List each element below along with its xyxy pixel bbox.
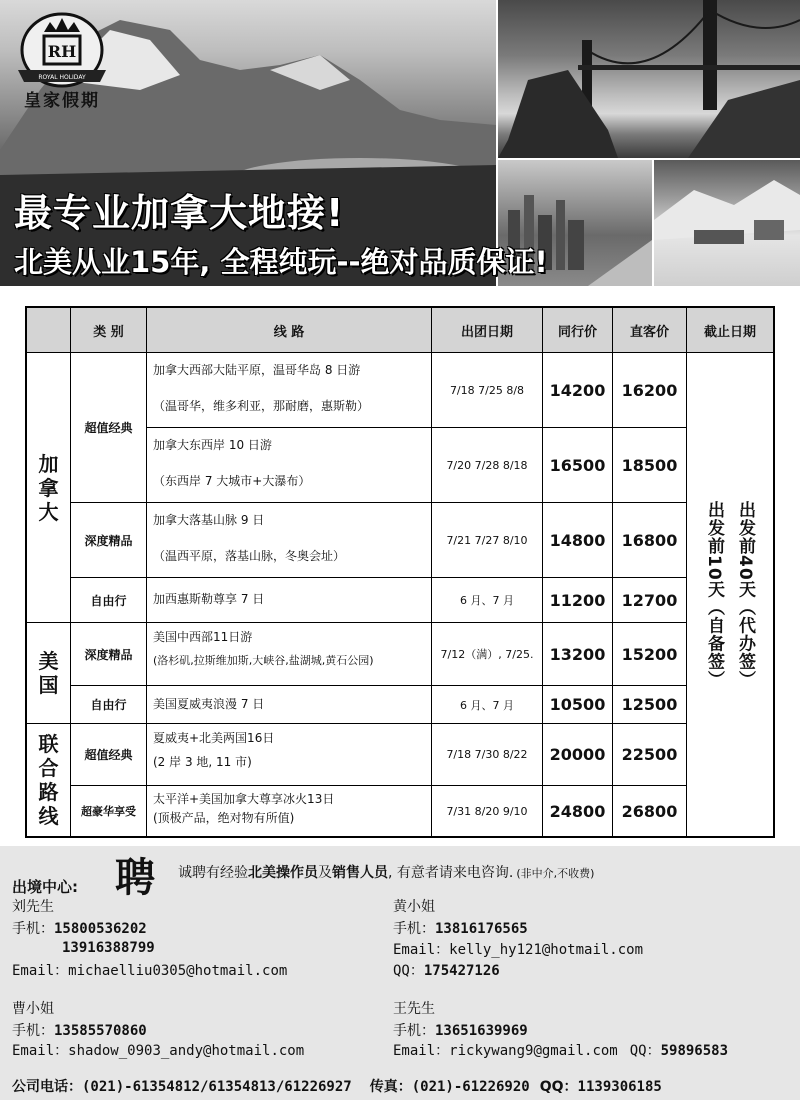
trade-price-cell: 20000 — [543, 724, 613, 786]
phone-number[interactable]: 13651639969 — [435, 1023, 528, 1039]
hiring-notice — [178, 862, 594, 882]
table-header-trade-price: 同行价 — [543, 308, 613, 353]
date-cell: 6 月、7 月 — [432, 578, 543, 623]
phone-label: 手机： — [393, 921, 435, 937]
route-title: 太平洋+美国加拿大尊享冰火13日 — [153, 792, 335, 806]
golden-gate-bridge-photo — [498, 0, 800, 158]
route-title: 加拿大东西岸 10 日游 — [153, 438, 272, 452]
headline-primary: 最专业加拿大地接! — [14, 191, 345, 235]
hiring-text: 及 — [318, 865, 332, 881]
contact-name: 黄小姐 — [393, 899, 435, 915]
date-cell: 7/18 7/30 8/22 — [432, 724, 543, 786]
email-link[interactable]: kelly_hy121@hotmail.com — [449, 942, 644, 958]
contact-phone — [12, 918, 147, 938]
phone-number[interactable]: 13916388799 — [62, 940, 155, 956]
trade-price-cell: 14800 — [543, 503, 613, 578]
logo-caption: ROYAL HOLIDAY — [38, 74, 86, 81]
table-header-direct-price: 直客价 — [613, 308, 687, 353]
route-detail: （温西平原，落基山脉，冬奥会址） — [153, 549, 346, 563]
company-contact-line — [12, 1076, 662, 1096]
tour-price-table — [25, 306, 775, 838]
table-header-date: 出团日期 — [432, 308, 543, 353]
direct-price-cell: 18500 — [613, 428, 687, 503]
route-title: 加西惠斯勒尊享 7 日 — [153, 592, 265, 606]
qq-label: QQ： — [393, 963, 424, 979]
email-link[interactable]: rickywang9@gmail.com — [449, 1043, 618, 1059]
phone-label: 手机： — [12, 921, 54, 937]
region-canada-label: 加拿大 — [38, 451, 59, 524]
email-link[interactable]: shadow_0903_andy@hotmail.com — [68, 1043, 305, 1059]
region-combined-label: 联合路线 — [38, 732, 59, 828]
email-label: Email： — [12, 963, 69, 979]
trade-price-cell: 16500 — [543, 428, 613, 503]
hire-character: 聘 — [115, 854, 155, 901]
region-usa-label: 美国 — [38, 649, 59, 697]
date-cell: 7/18 7/25 8/8 — [432, 353, 543, 428]
table-header-route: 线 路 — [147, 308, 432, 353]
contact-name: 刘先生 — [12, 899, 54, 915]
trade-price-cell: 14200 — [543, 353, 613, 428]
qq-number[interactable]: 59896583 — [660, 1043, 729, 1059]
route-cell — [147, 686, 432, 724]
direct-price-cell: 26800 — [613, 786, 687, 836]
route-cell — [147, 786, 432, 836]
center-label: 出境中心: — [12, 878, 78, 896]
region-combined — [27, 724, 71, 836]
contact-email — [12, 960, 287, 980]
date-cell: 7/20 7/28 8/18 — [432, 428, 543, 503]
route-cell — [147, 353, 432, 428]
ski-resort-photo — [654, 160, 800, 286]
phone-number[interactable]: 15800536202 — [54, 921, 147, 937]
table-header-category: 类 别 — [71, 308, 147, 353]
phone-number[interactable]: 13816176565 — [435, 921, 528, 937]
hiring-text: , 有意者请来电咨询. — [388, 865, 514, 881]
contact-qq — [393, 960, 500, 980]
qq-number[interactable]: 175427126 — [423, 963, 500, 979]
route-detail: (洛杉矶,拉斯维加斯,大峡谷,盐湖城,黄石公园) — [153, 654, 374, 667]
hiring-note: (非中介,不收费) — [516, 867, 595, 880]
route-cell — [147, 724, 432, 786]
route-cell — [147, 503, 432, 578]
phone-label: 手机： — [393, 1023, 435, 1039]
contact-email — [393, 939, 643, 959]
route-cell — [147, 623, 432, 686]
ski-silhouette — [654, 160, 800, 286]
category-cell: 自由行 — [71, 686, 147, 724]
contact-name: 曹小姐 — [12, 1001, 54, 1017]
contact-footer — [0, 846, 800, 1100]
photo-divider — [652, 160, 654, 286]
route-title: 加拿大落基山脉 9 日 — [153, 513, 265, 527]
trade-price-cell: 24800 — [543, 786, 613, 836]
date-cell: 7/31 8/20 9/10 — [432, 786, 543, 836]
fax-number[interactable]: (021)-61226920 — [411, 1079, 530, 1095]
category-cell: 深度精品 — [71, 623, 147, 686]
qq-label: QQ： — [539, 1079, 578, 1095]
date-cell: 6 月、7 月 — [432, 686, 543, 724]
email-label: Email： — [393, 1043, 450, 1059]
trade-price-cell: 13200 — [543, 623, 613, 686]
crest-icon — [14, 10, 110, 90]
direct-price-cell: 16200 — [613, 353, 687, 428]
category-cell: 深度精品 — [71, 503, 147, 578]
region-canada — [27, 353, 71, 623]
direct-price-cell: 15200 — [613, 623, 687, 686]
table-header-deadline: 截止日期 — [687, 308, 773, 353]
route-detail: (2 岸 3 地, 11 市) — [153, 755, 252, 769]
contact-phone — [393, 1020, 528, 1040]
photo-divider — [498, 158, 800, 160]
category-cell: 自由行 — [71, 578, 147, 623]
header-banner — [0, 0, 800, 286]
deadline-agency-visa: 出发前40天（代办签） — [735, 500, 755, 689]
company-phone-label: 公司电话： — [12, 1079, 82, 1095]
route-cell — [147, 428, 432, 503]
phone-label: 手机： — [12, 1023, 54, 1039]
category-cell: 超豪华享受 — [71, 786, 147, 836]
trade-price-cell: 10500 — [543, 686, 613, 724]
date-cell: 7/21 7/27 8/10 — [432, 503, 543, 578]
deadline-self-visa: 出发前10天（自备签） — [704, 500, 724, 689]
route-title: 美国中西部11日游 — [153, 630, 253, 644]
category-cell: 超值经典 — [71, 353, 147, 503]
direct-price-cell: 12500 — [613, 686, 687, 724]
hiring-role-ops: 北美操作员 — [248, 865, 318, 881]
route-title: 加拿大西部大陆平原，温哥华岛 8 日游 — [153, 363, 361, 377]
company-qq[interactable]: 1139306185 — [577, 1079, 662, 1095]
contact-email — [12, 1040, 304, 1060]
route-detail: （温哥华，维多利亚，那耐磨，惠斯勒） — [153, 399, 370, 413]
email-label: Email： — [393, 942, 450, 958]
category-cell: 超值经典 — [71, 724, 147, 786]
direct-price-cell: 12700 — [613, 578, 687, 623]
route-cell — [147, 578, 432, 623]
fax-label: 传真： — [369, 1079, 412, 1095]
bridge-silhouette — [498, 0, 800, 158]
company-phone[interactable]: (021)-61354812/61354813/61226927 — [82, 1079, 352, 1095]
contact-name: 王先生 — [393, 1001, 435, 1017]
svg-text:RH: RH — [47, 42, 77, 61]
qq-label: QQ： — [629, 1043, 661, 1059]
contact-email — [393, 1040, 728, 1060]
route-detail: （东西岸 7 大城市+大瀑布） — [153, 474, 311, 488]
date-cell: 7/12（满）, 7/25. — [432, 623, 543, 686]
hiring-text: 诚聘有经验 — [178, 865, 248, 881]
table-header-blank — [27, 308, 71, 353]
route-title: 美国夏威夷浪漫 7 日 — [153, 697, 265, 711]
phone-number[interactable]: 13585570860 — [54, 1023, 147, 1039]
deadline-cell — [687, 353, 773, 836]
route-title: 夏威夷+北美两国16日 — [153, 731, 275, 745]
headline-secondary: 北美从业15年, 全程纯玩--绝对品质保证! — [14, 245, 548, 279]
brand-name: 皇家假期 — [24, 91, 100, 111]
route-detail: (顶极产品，绝对物有所值) — [153, 811, 295, 825]
trade-price-cell: 11200 — [543, 578, 613, 623]
region-usa — [27, 623, 71, 724]
hiring-role-sales: 销售人员 — [332, 865, 388, 881]
email-link[interactable]: michaelliu0305@hotmail.com — [68, 963, 288, 979]
contact-phone — [393, 918, 528, 938]
direct-price-cell: 22500 — [613, 724, 687, 786]
email-label: Email： — [12, 1043, 69, 1059]
contact-phone — [12, 1020, 147, 1040]
direct-price-cell: 16800 — [613, 503, 687, 578]
